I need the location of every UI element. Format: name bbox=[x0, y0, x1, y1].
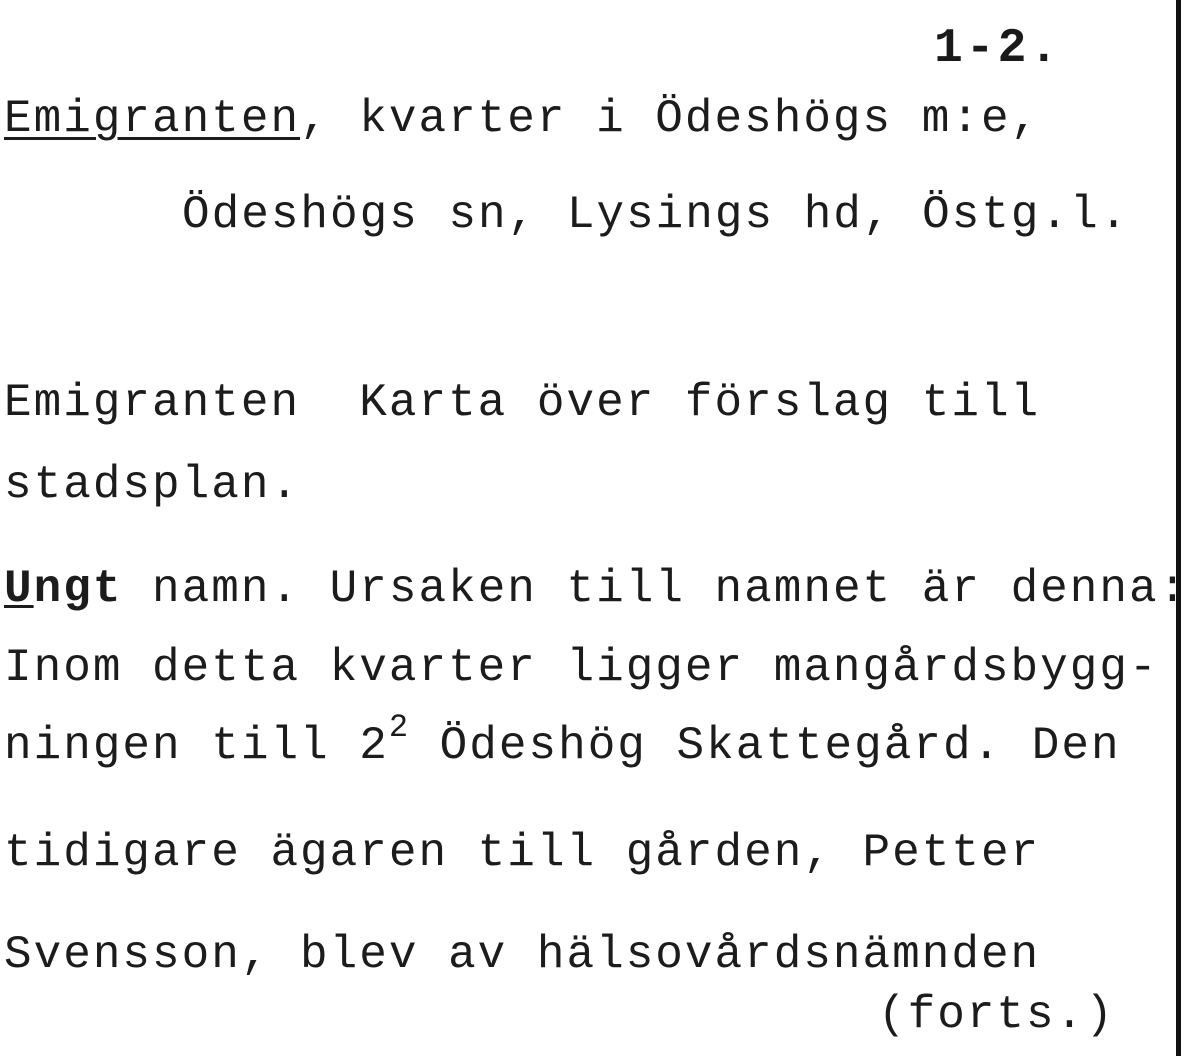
heading-line-2: Ödeshögs sn, Lysings hd, Östg.l. bbox=[182, 189, 1130, 241]
body-first-word: ngt bbox=[33, 563, 123, 615]
source-line-2: stadsplan. bbox=[4, 459, 301, 511]
body-line-4: tidigare ägaren till gården, Petter bbox=[4, 827, 1041, 879]
body-first-letter: U bbox=[4, 563, 34, 615]
body-line-1-rest: namn. Ursaken till namnet är denna: bbox=[122, 563, 1189, 615]
body-line-3 bbox=[4, 709, 1121, 772]
heading-term: Emigranten bbox=[4, 93, 301, 145]
source-line-1: Emigranten Karta över förslag till bbox=[4, 377, 1041, 429]
card-edge-line bbox=[1176, 0, 1181, 1056]
body-line-1 bbox=[4, 563, 1189, 615]
body-line-3-post: Ödeshög Skattegård. Den bbox=[410, 720, 1121, 772]
body-line-3-pre: ningen till 2 bbox=[4, 720, 389, 772]
heading-rest: , kvarter i Ödeshögs m:e, bbox=[300, 93, 1041, 145]
heading-line-1 bbox=[4, 93, 1041, 145]
body-line-3-superscript: 2 bbox=[388, 709, 411, 746]
body-line-2: Inom detta kvarter ligger mangårdsbygg- bbox=[4, 642, 1159, 694]
continued-note: (forts.) bbox=[878, 989, 1115, 1041]
page-number: 1-2. bbox=[934, 22, 1062, 76]
body-line-5: Svensson, blev av hälsovårdsnämnden bbox=[4, 929, 1041, 981]
